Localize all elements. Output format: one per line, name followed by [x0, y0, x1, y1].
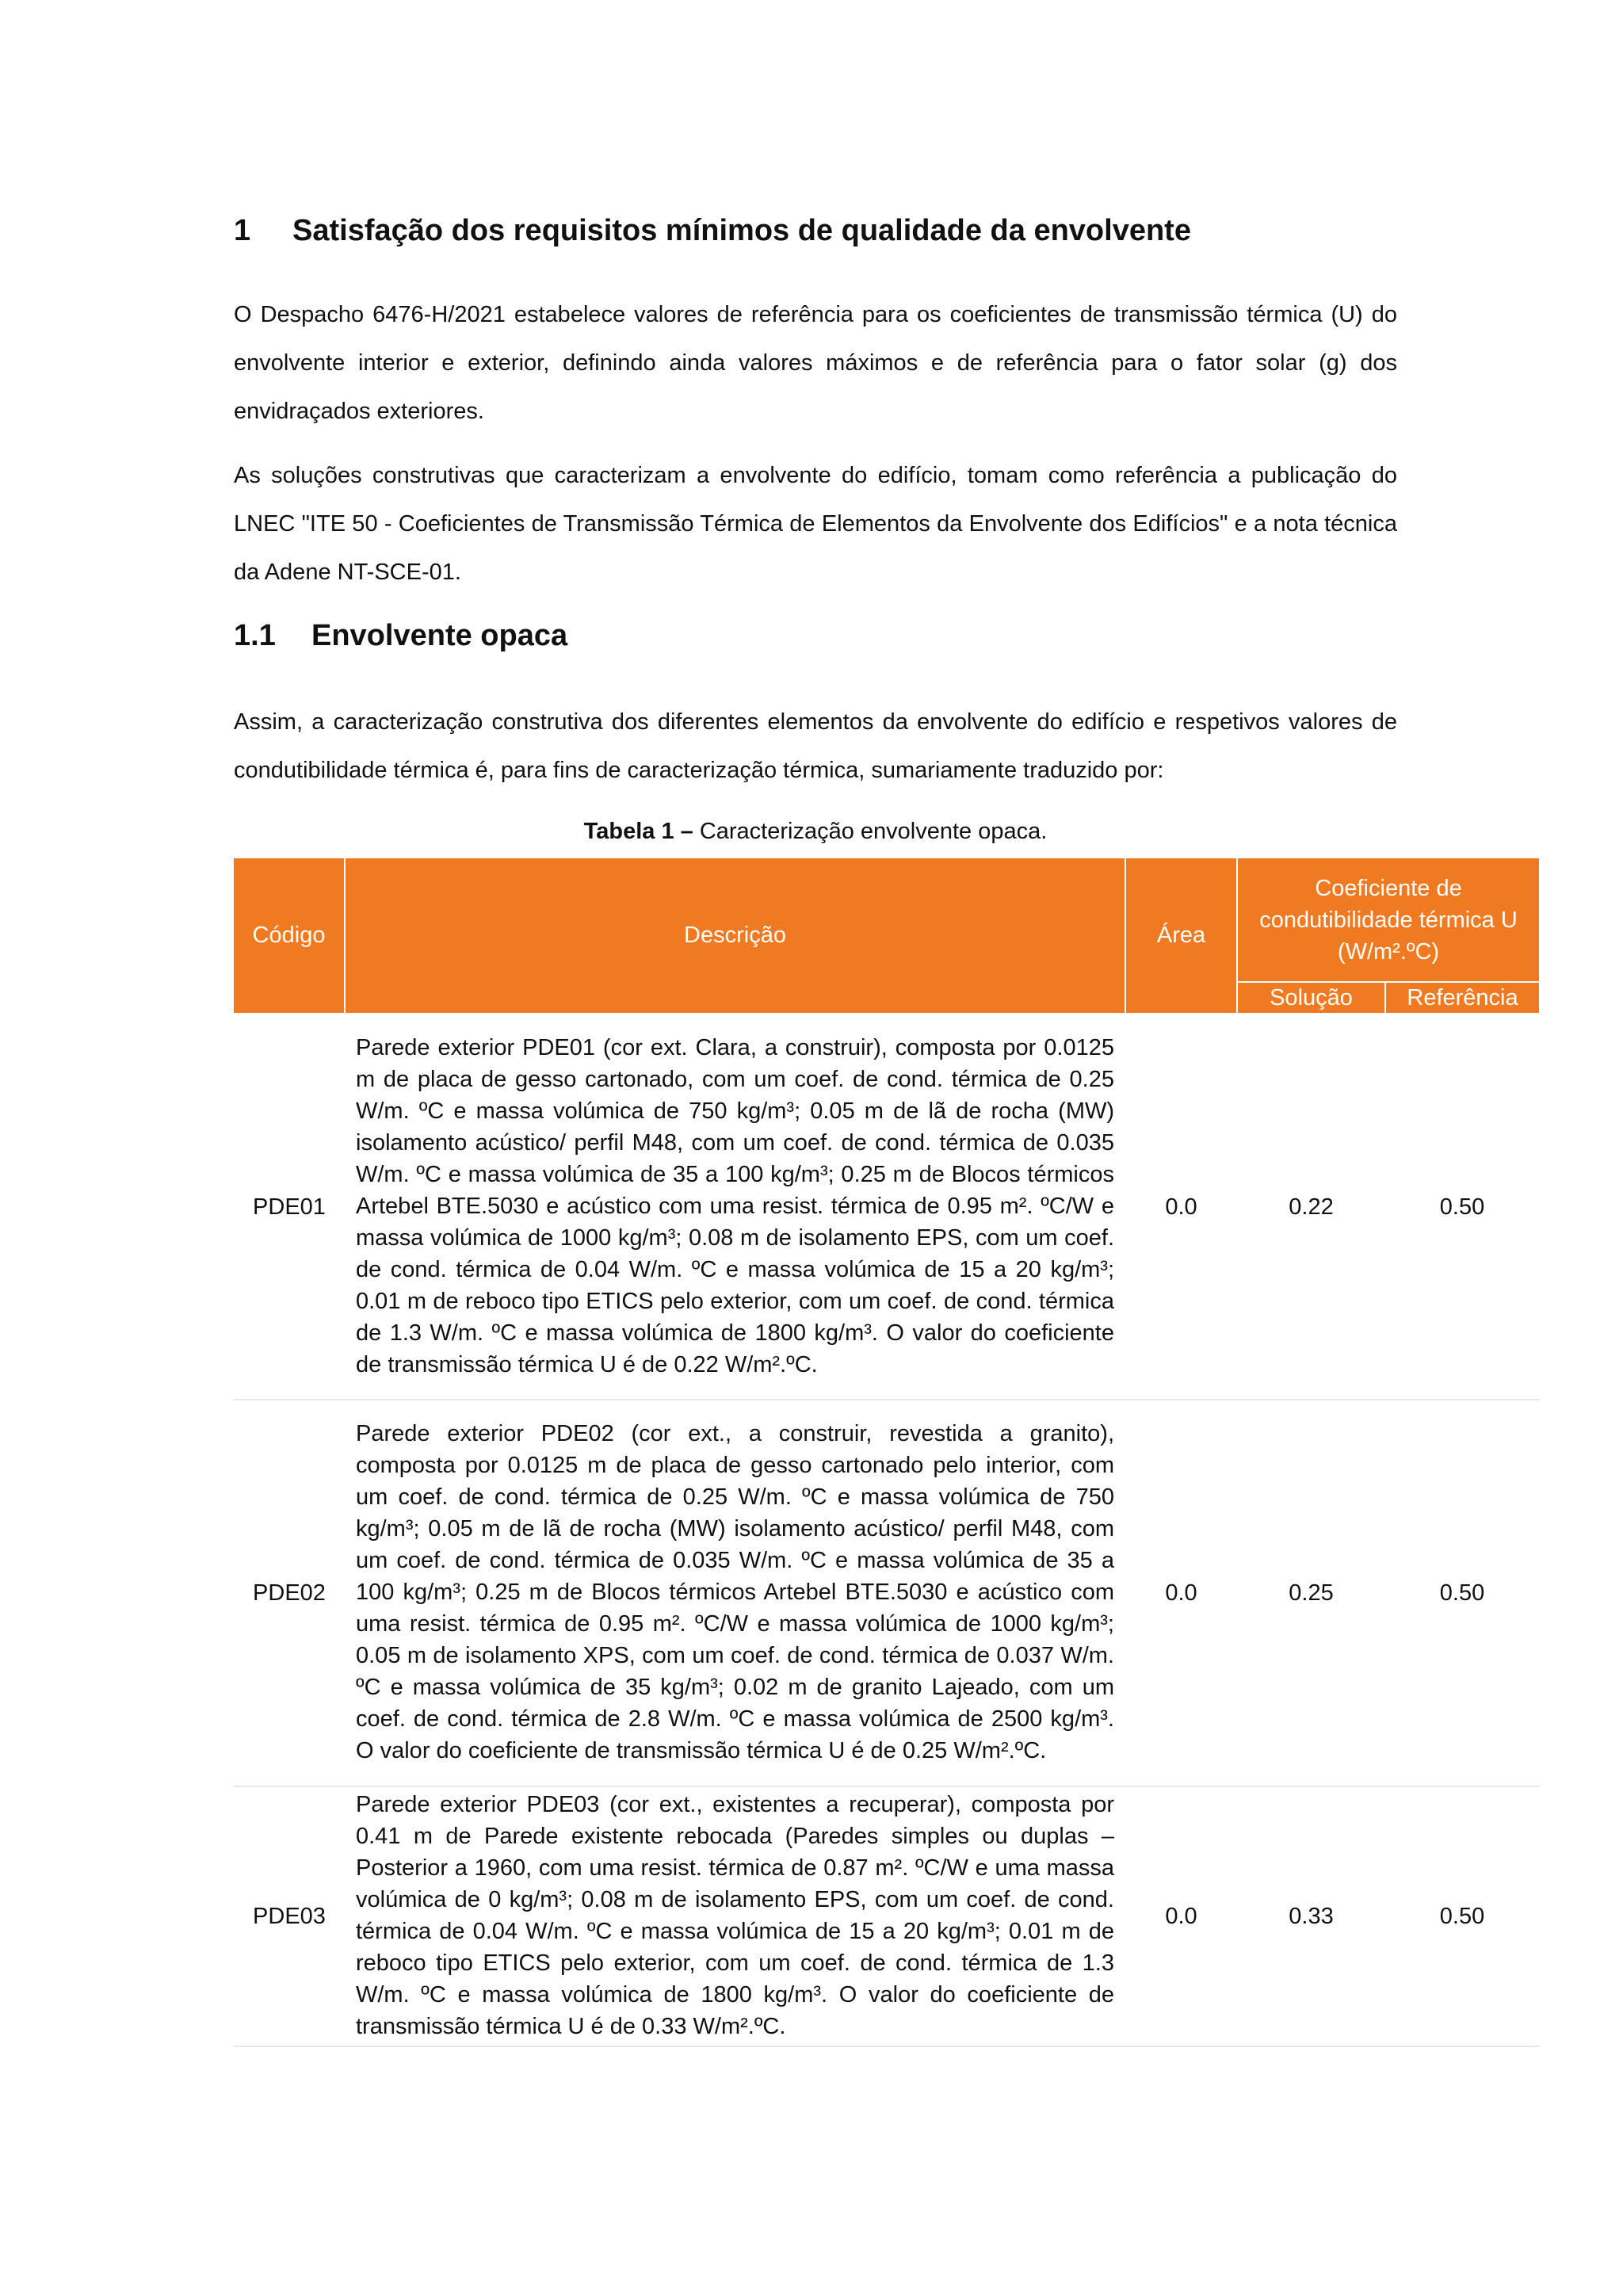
section-title: Envolvente opaca [311, 619, 568, 652]
header-code: Código [234, 858, 345, 1014]
cell-description: Parede exterior PDE01 (cor ext. Clara, a construir), composta por 0.0125 m de placa de gesso cartonado, com um coef. de cond. térmica de 0.25 W/m. ºC e massa volúmica de 750 kg/m³; 0.05 m de lã de rocha (MW) isolamento acústico/ perfil M48, com um coef. de cond. térmica de 0.035 W/m. ºC e massa volúmica de 35 a 100 kg/m³; 0.25 m de Blocos térmicos Artebel BTE.5030 e acústico com uma resist. térmica de 0.95 m². ºC/W e massa volúmica de 1000 kg/m³; 0.08 m de isolamento EPS, com um coef. de cond. térmica de 0.04 W/m. ºC e massa volúmica de 15 a 20 kg/m³; 0.01 m de reboco tipo ETICS pelo exterior, com um coef. de cond. térmica de 1.3 W/m. ºC e massa volúmica de 1800 kg/m³. O valor do coeficiente de transmissão térmica U é de 0.22 W/m².ºC. [345, 1014, 1125, 1400]
paragraph-caracterizacao: Assim, a caracterização construtiva dos diferentes elementos da envolvente do edifício e respetivos valores de condutibilidade térmica é, para fins de caracterização térmica, sumariamente traduzido por: [234, 709, 1397, 783]
table-caption-text: Caracterização envolvente opaca. [699, 819, 1048, 844]
cell-code: PDE03 [234, 1786, 345, 2046]
header-area: Área [1125, 858, 1237, 1014]
paragraph-solucoes: As soluções construtivas que caracterizam a envolvente do edifício, tomam como referência a publicação do LNEC "ITE 50 - Coeficientes de Transmissão Térmica de Elementos da Envolvente dos Edifícios" e a nota técnica da Adene NT-SCE-01. [234, 463, 1397, 585]
header-coefficient: Coeficiente de condutibilidade térmica U (W/m².ºC) [1237, 858, 1539, 982]
table-caption [234, 816, 1397, 847]
cell-solution: 0.33 [1237, 1786, 1385, 2046]
paragraph-despacho: O Despacho 6476-H/2021 estabelece valores de referência para os coeficientes de transmissão térmica (U) do envolvente interior e exterior, definindo ainda valores máximos e de referência para o fator solar (g) dos envidraçados exteriores. [234, 302, 1397, 424]
table-row [234, 1400, 1539, 1786]
cell-reference: 0.50 [1385, 1786, 1539, 2046]
cell-solution: 0.22 [1237, 1014, 1385, 1400]
section-heading-1 [234, 208, 1397, 254]
section-number: 1 [234, 214, 251, 247]
cell-code: PDE02 [234, 1400, 345, 1786]
header-reference: Referência [1385, 982, 1539, 1014]
section-number: 1.1 [234, 619, 276, 652]
cell-reference: 0.50 [1385, 1400, 1539, 1786]
cell-solution: 0.25 [1237, 1400, 1385, 1786]
table-row [234, 1786, 1539, 2046]
cell-area: 0.0 [1125, 1786, 1237, 2046]
document-page [234, 208, 1518, 2047]
cell-area: 0.0 [1125, 1014, 1237, 1400]
envelope-table [234, 858, 1539, 2047]
cell-description: Parede exterior PDE03 (cor ext., existentes a recuperar), composta por 0.41 m de Parede existente rebocada (Paredes simples ou duplas – Posterior a 1960, com uma resist. térmica de 0.87 m². ºC/W e uma massa volúmica de 0 kg/m³; 0.08 m de isolamento EPS, com um coef. de cond. térmica de 0.04 W/m. ºC e massa volúmica de 15 a 20 kg/m³; 0.01 m de reboco tipo ETICS pelo exterior, com um coef. de cond. térmica de 1.3 W/m. ºC e massa volúmica de 1800 kg/m³. O valor do coeficiente de transmissão térmica U é de 0.33 W/m².ºC. [345, 1786, 1125, 2046]
cell-description: Parede exterior PDE02 (cor ext., a construir, revestida a granito), composta por 0.0125 m de placa de gesso cartonado pelo interior, com um coef. de cond. térmica de 0.25 W/m. ºC e massa volúmica de 750 kg/m³; 0.05 m de lã de rocha (MW) isolamento acústico/ perfil M48, com um coef. de cond. térmica de 0.035 W/m. ºC e massa volúmica de 35 a 100 kg/m³; 0.25 m de Blocos térmicos Artebel BTE.5030 e acústico com uma resist. térmica de 0.95 m². ºC/W e massa volúmica de 1000 kg/m³; 0.05 m de isolamento XPS, com um coef. de cond. térmica de 0.037 W/m. ºC e massa volúmica de 35 kg/m³; 0.02 m de granito Lajeado, com um coef. de cond. térmica de 2.8 W/m. ºC e massa volúmica de 2500 kg/m³. O valor do coeficiente de transmissão térmica U é de 0.25 W/m².ºC. [345, 1400, 1125, 1786]
cell-area: 0.0 [1125, 1400, 1237, 1786]
section-heading-1-1 [234, 613, 1397, 659]
header-description: Descrição [345, 858, 1125, 1014]
cell-code: PDE01 [234, 1014, 345, 1400]
section-title: Satisfação dos requisitos mínimos de qualidade da envolvente [292, 214, 1191, 247]
header-solution: Solução [1237, 982, 1385, 1014]
table-caption-label: Tabela 1 – [583, 819, 693, 844]
table-row [234, 1014, 1539, 1400]
cell-reference: 0.50 [1385, 1014, 1539, 1400]
